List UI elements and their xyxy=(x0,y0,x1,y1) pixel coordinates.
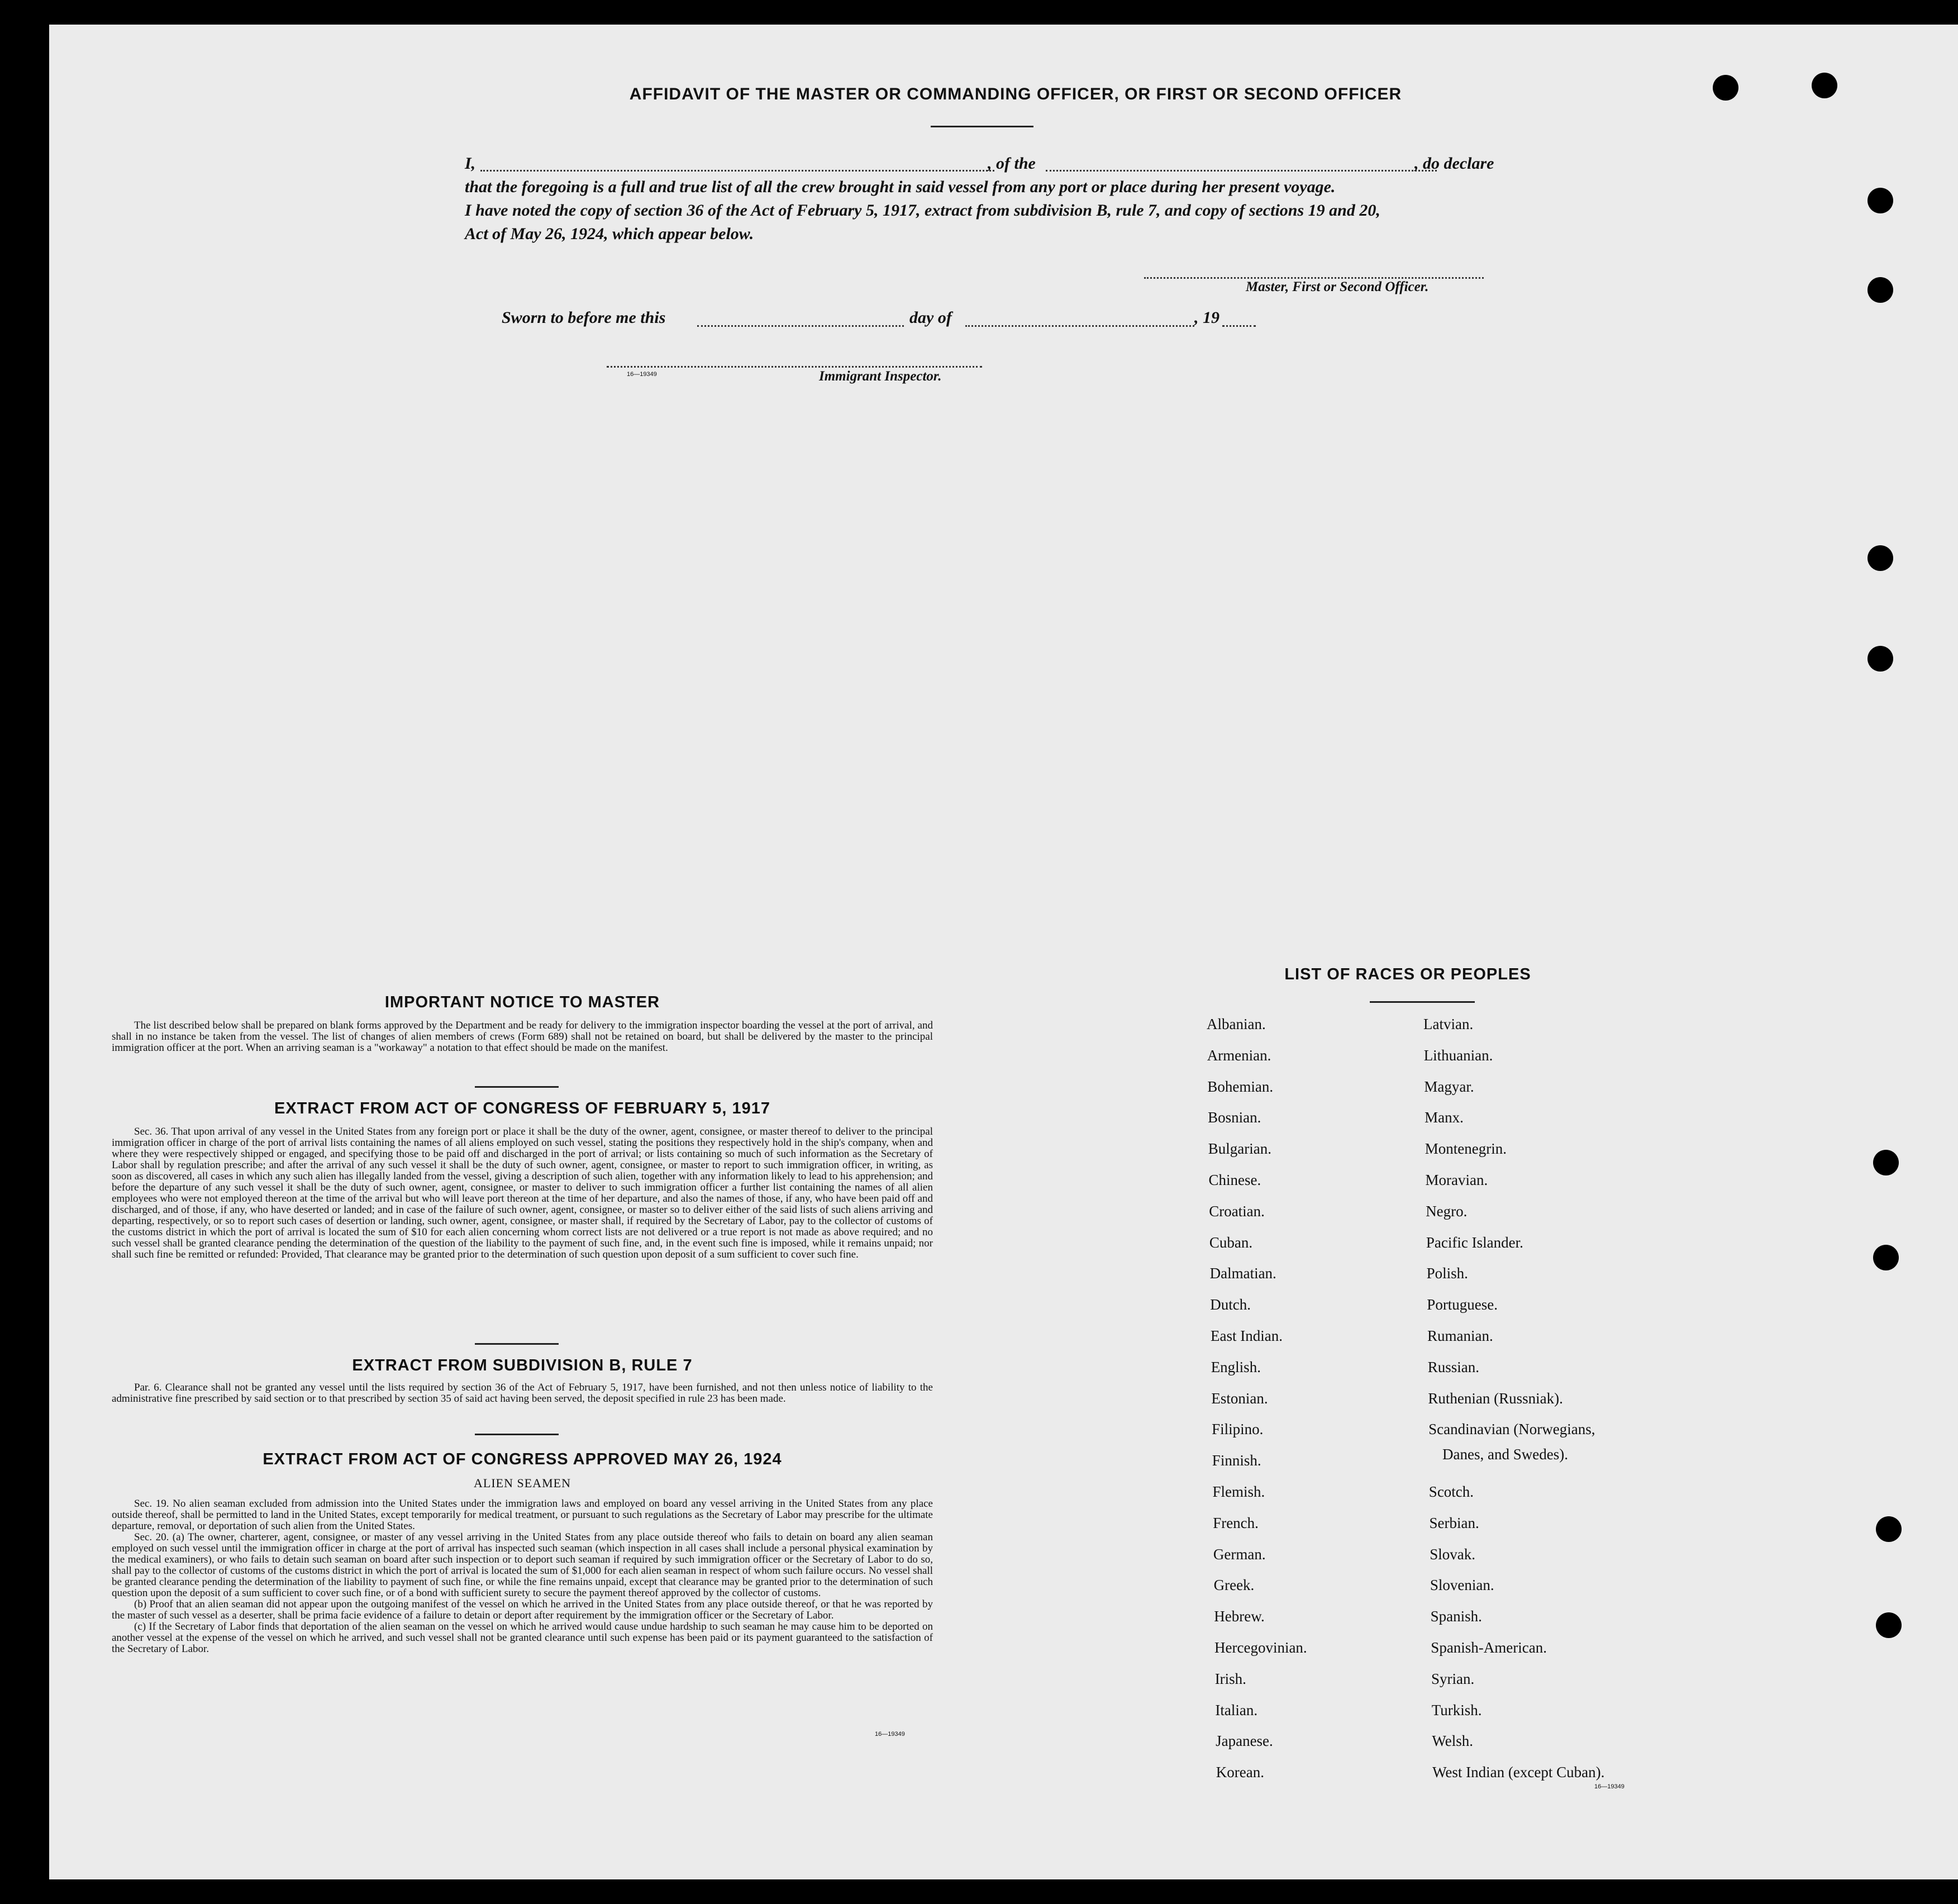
race-item: Pacific Islander. xyxy=(1426,1234,1523,1251)
race-item: Spanish-American. xyxy=(1431,1639,1547,1656)
race-item: Russian. xyxy=(1427,1358,1479,1375)
master-signature-label: Master, First or Second Officer. xyxy=(1246,279,1429,294)
race-item: Filipino. xyxy=(1212,1421,1264,1438)
day-of-label: day of xyxy=(909,308,952,327)
sworn-year-field[interactable] xyxy=(1222,325,1256,327)
section-divider xyxy=(475,1434,559,1435)
binder-hole xyxy=(1868,545,1893,571)
race-item: Syrian. xyxy=(1431,1670,1475,1687)
race-item: Ruthenian (Russniak). xyxy=(1428,1389,1563,1407)
sec20b-paragraph: (b) Proof that an alien seaman did not appear upon the outgoing manifest of the vessel on which he arrived in the United States from any place outside thereof, or that he was reported by the master of such vessel as a deserter, shall be prima facie evidence of a failure to detain or deport after requirement by the immigration officer or the Secretary of Labor. xyxy=(112,1598,933,1621)
race-item: East Indian. xyxy=(1211,1327,1283,1344)
race-item: Portuguese. xyxy=(1427,1296,1498,1313)
affidavit-line-4: Act of May 26, 1924, which appear below. xyxy=(465,225,754,243)
master-name-field[interactable] xyxy=(480,170,994,172)
race-item: Lithuanian. xyxy=(1423,1046,1493,1064)
extract-1924-body xyxy=(112,1498,933,1655)
binder-hole xyxy=(1868,277,1893,303)
race-item: Italian. xyxy=(1215,1701,1258,1719)
race-item: Latvian. xyxy=(1423,1016,1474,1032)
race-item: Spanish. xyxy=(1430,1608,1482,1625)
extract-rule7-paragraph: Par. 6. Clearance shall not be granted any vessel until the lists required by section 36 of the Act of February 5, 1917, have been furnished, and not then unless notice of liability to the administrative fine prescribed by said section or to that prescribed by section 35 of said act having been served, the deposit specified in rule 23 has been made. xyxy=(112,1382,933,1405)
race-item: Turkish. xyxy=(1431,1701,1482,1719)
sec20c-paragraph: (c) If the Secretary of Labor finds that deportation of the alien seaman on the vessel on which he arrived would cause undue hardship to such seaman he may cause him to be deported on another vessel at the expense of the vessel on which he arrived, and such vessel shall not be granted clearance until such expense has been paid or its payment guaranteed to the satisfaction of the Secretary of Labor. xyxy=(112,1621,933,1655)
race-item: Korean. xyxy=(1216,1764,1265,1781)
race-item: German. xyxy=(1213,1545,1266,1563)
section-divider xyxy=(475,1343,559,1345)
vessel-name-field[interactable] xyxy=(1046,170,1437,172)
extract-1917-title: EXTRACT FROM ACT OF CONGRESS OF FEBRUARY 5, 1917 xyxy=(274,1099,771,1117)
of-the-label: , of the xyxy=(988,154,1036,173)
sec19-paragraph: Sec. 19. No alien seaman excluded from admission into the United States under the immigration laws and employed on board any vessel arriving in the United States from any place outside thereof, shall be permitted to land in the United States, except temporarily for medical treatment, or pursuant to such regulations as the Secretary of Labor may prescribe for the ultimate departure, removal, or deportation of such alien from the United States. xyxy=(112,1498,933,1532)
race-item: Welsh. xyxy=(1432,1732,1473,1750)
declare-label: , do declare xyxy=(1414,154,1494,173)
form-code-top: 16—19349 xyxy=(627,371,657,378)
race-item: Flemish. xyxy=(1212,1483,1265,1500)
race-item: Magyar. xyxy=(1424,1078,1474,1095)
affidavit-line-2: that the foregoing is a full and true list of all the crew brought in said vessel from any port or place during her present voyage. xyxy=(465,178,1336,196)
form-code-bottom: 16—19349 xyxy=(875,1731,905,1738)
race-item: Irish. xyxy=(1214,1670,1246,1687)
binder-hole xyxy=(1876,1516,1902,1542)
binder-hole xyxy=(1873,1245,1899,1270)
sec20a-paragraph: Sec. 20. (a) The owner, charterer, agent, consignee, or master of any vessel arriving in the United States from any place outside thereof who fails to detain on board any alien seaman employed on such vessel until the immigration officer in charge at the port of arrival has inspected such seaman (which inspection in all cases shall include a personal physical examination by the medical examiners), or who fails to detain such seaman on board after such inspection or to deport such seaman if required by such immigration officer or the Secretary of Labor to do so, shall pay to the collector of customs of the customs district in which the port of arrival is located the sum of $1,000 for each alien seaman in respect of whom such failure occurs. No vessel shall be granted clearance pending the determination of the liability to payment of such fine, or while the fine remains unpaid, except that clearance may be granted prior to the determination of such question upon the deposit of a sum sufficient to cover such fine, or of a bond with sufficient surety to secure the payment thereof approved by the collector of customs. xyxy=(112,1531,933,1599)
race-item: Finnish. xyxy=(1212,1452,1261,1469)
extract-1917-body xyxy=(112,1126,933,1260)
binder-hole xyxy=(1868,646,1893,672)
title-underline xyxy=(931,126,1033,127)
races-title: LIST OF RACES OR PEOPLES xyxy=(1284,965,1531,983)
inspector-label: Immigrant Inspector. xyxy=(819,369,942,384)
race-item: Hercegovinian. xyxy=(1214,1639,1307,1656)
race-item: Greek. xyxy=(1213,1577,1255,1594)
race-item: Armenian. xyxy=(1207,1046,1271,1064)
year-label: , 19 xyxy=(1194,308,1219,327)
sworn-day-field[interactable] xyxy=(697,325,904,327)
affidavit-line-3: I have noted the copy of section 36 of the Act of February 5, 1917, extract from subdivision B, rule 7, and copy of sections 19 and 20, xyxy=(465,201,1380,220)
race-item: Hebrew. xyxy=(1214,1608,1265,1625)
extract-rule7-body xyxy=(112,1382,933,1405)
sworn-month-field[interactable] xyxy=(965,325,1194,327)
binder-hole xyxy=(1873,1150,1899,1175)
notice-body xyxy=(112,1020,933,1054)
race-item: Bosnian. xyxy=(1208,1109,1261,1126)
section-divider xyxy=(475,1086,559,1088)
race-item: Albanian. xyxy=(1207,1016,1266,1032)
race-item: Dalmatian. xyxy=(1209,1265,1276,1282)
race-item: Cuban. xyxy=(1209,1234,1253,1251)
race-item: Polish. xyxy=(1426,1265,1468,1282)
binder-hole xyxy=(1713,75,1738,101)
binder-hole xyxy=(1876,1612,1902,1638)
sworn-label: Sworn to before me this xyxy=(502,308,666,327)
binder-hole xyxy=(1868,188,1893,213)
race-item: Bohemian. xyxy=(1207,1078,1274,1095)
race-item: Rumanian. xyxy=(1427,1327,1493,1344)
extract-1917-paragraph: Sec. 36. That upon arrival of any vessel in the United States from any foreign port or place it shall be the duty of the owner, agent, consignee, or master thereof to deliver to the principal immigration officer in charge of the port of arrival lists containing the names of all aliens employed on such vessel, stating the positions they respectively hold in the ship's company, when and where they were respectively shipped or engaged, and specifying those to be paid off and discharged in the port of arrival; or lists containing so much of such information as the Secretary of Labor shall by regulation prescribe; and after the arrival of any such vessel it shall be the duty of such owner, agent, consignee, or master to report to such immigration officer, in writing, as soon as discovered, all cases in which any such alien has illegally landed from the vessel, giving a description of such alien, together with any information likely to lead to his apprehension; and before the departure of any such vessel it shall be the duty of such owner, agent, consignee, or master to deliver to such immigration officer a further list containing the names of all alien employees who were not employed thereon at the time of the arrival but who will leave port thereon at the time of her departure, and also the names of those, if any, who have been paid off and discharged, and of those, if any, who have deserted or landed; and in case of the failure of such owner, agent, consignee, or master so to deliver either of the said lists of such aliens arriving and departing, respectively, or so to report such cases of desertion or landing, such owner, agent, consignee, or master shall, if required by the Secretary of Labor, pay to the collector of customs of the customs district in which the port of arrival is located the sum of $10 for each alien concerning whom correct lists are not delivered or a true report is not made as above required; and no such vessel shall be granted clearance pending the determination of the question of the liability to the payment of such fine, and, in the event such fine is imposed, while it remains unpaid; nor shall such fine be remitted or refunded: Provided, That clearance may be granted prior to the determination of such question upon deposit of a sum sufficient to cover such fine. xyxy=(112,1126,933,1260)
race-item: Manx. xyxy=(1425,1109,1464,1126)
notice-title: IMPORTANT NOTICE TO MASTER xyxy=(384,993,660,1011)
race-item: French. xyxy=(1213,1514,1259,1531)
race-item: Serbian. xyxy=(1429,1514,1479,1531)
race-item: Slovenian. xyxy=(1430,1577,1494,1594)
race-item: West Indian (except Cuban). xyxy=(1432,1764,1605,1781)
race-item: English. xyxy=(1211,1358,1261,1375)
sworn-line xyxy=(502,308,1284,329)
notice-paragraph: The list described below shall be prepared on blank forms approved by the Department and be ready for delivery to the immigration inspector boarding the vessel at the port of arrival, and shall in no instance be taken from the vessel. The list of changes of alien members of crews (Form 689) shall not be retained on board, but shall be delivered by the master to the principal immigration officer at the port. When an arriving seaman is a "workaway" a notation to that effect should be made on the manifest. xyxy=(112,1020,933,1054)
race-item: Bulgarian. xyxy=(1208,1140,1272,1158)
race-item: Croatian. xyxy=(1209,1202,1265,1220)
race-item: Chinese. xyxy=(1208,1172,1261,1188)
race-item: Moravian. xyxy=(1425,1172,1488,1188)
name-prefix: I, xyxy=(465,154,476,173)
race-item: Scotch. xyxy=(1428,1483,1474,1500)
race-item: Negro. xyxy=(1426,1202,1468,1220)
master-signature-field[interactable] xyxy=(1144,277,1484,279)
affidavit-title: AFFIDAVIT OF THE MASTER OR COMMANDING OFFICER, OR FIRST OR SECOND OFFICER xyxy=(629,85,1402,103)
race-item: Japanese. xyxy=(1216,1732,1273,1750)
races-underline xyxy=(1370,1001,1475,1003)
extract-rule7-title: EXTRACT FROM SUBDIVISION B, RULE 7 xyxy=(352,1356,693,1374)
affidavit-line-1 xyxy=(465,154,1504,174)
extract-1924-title: EXTRACT FROM ACT OF CONGRESS APPROVED MAY 26, 1924 xyxy=(263,1450,782,1468)
race-item: Scandinavian (Norwegians, xyxy=(1428,1421,1595,1438)
alien-seamen-subtitle: ALIEN SEAMEN xyxy=(474,1476,571,1490)
binder-hole xyxy=(1812,73,1837,98)
race-item: Dutch. xyxy=(1210,1296,1251,1313)
inspector-signature-field[interactable] xyxy=(607,366,982,368)
form-code-races: 16—19349 xyxy=(1594,1783,1624,1790)
race-item: Slovak. xyxy=(1430,1545,1475,1563)
race-continuation: Danes, and Swedes). xyxy=(1442,1446,1568,1463)
race-item: Estonian. xyxy=(1211,1389,1268,1407)
race-item: Montenegrin. xyxy=(1425,1140,1507,1158)
